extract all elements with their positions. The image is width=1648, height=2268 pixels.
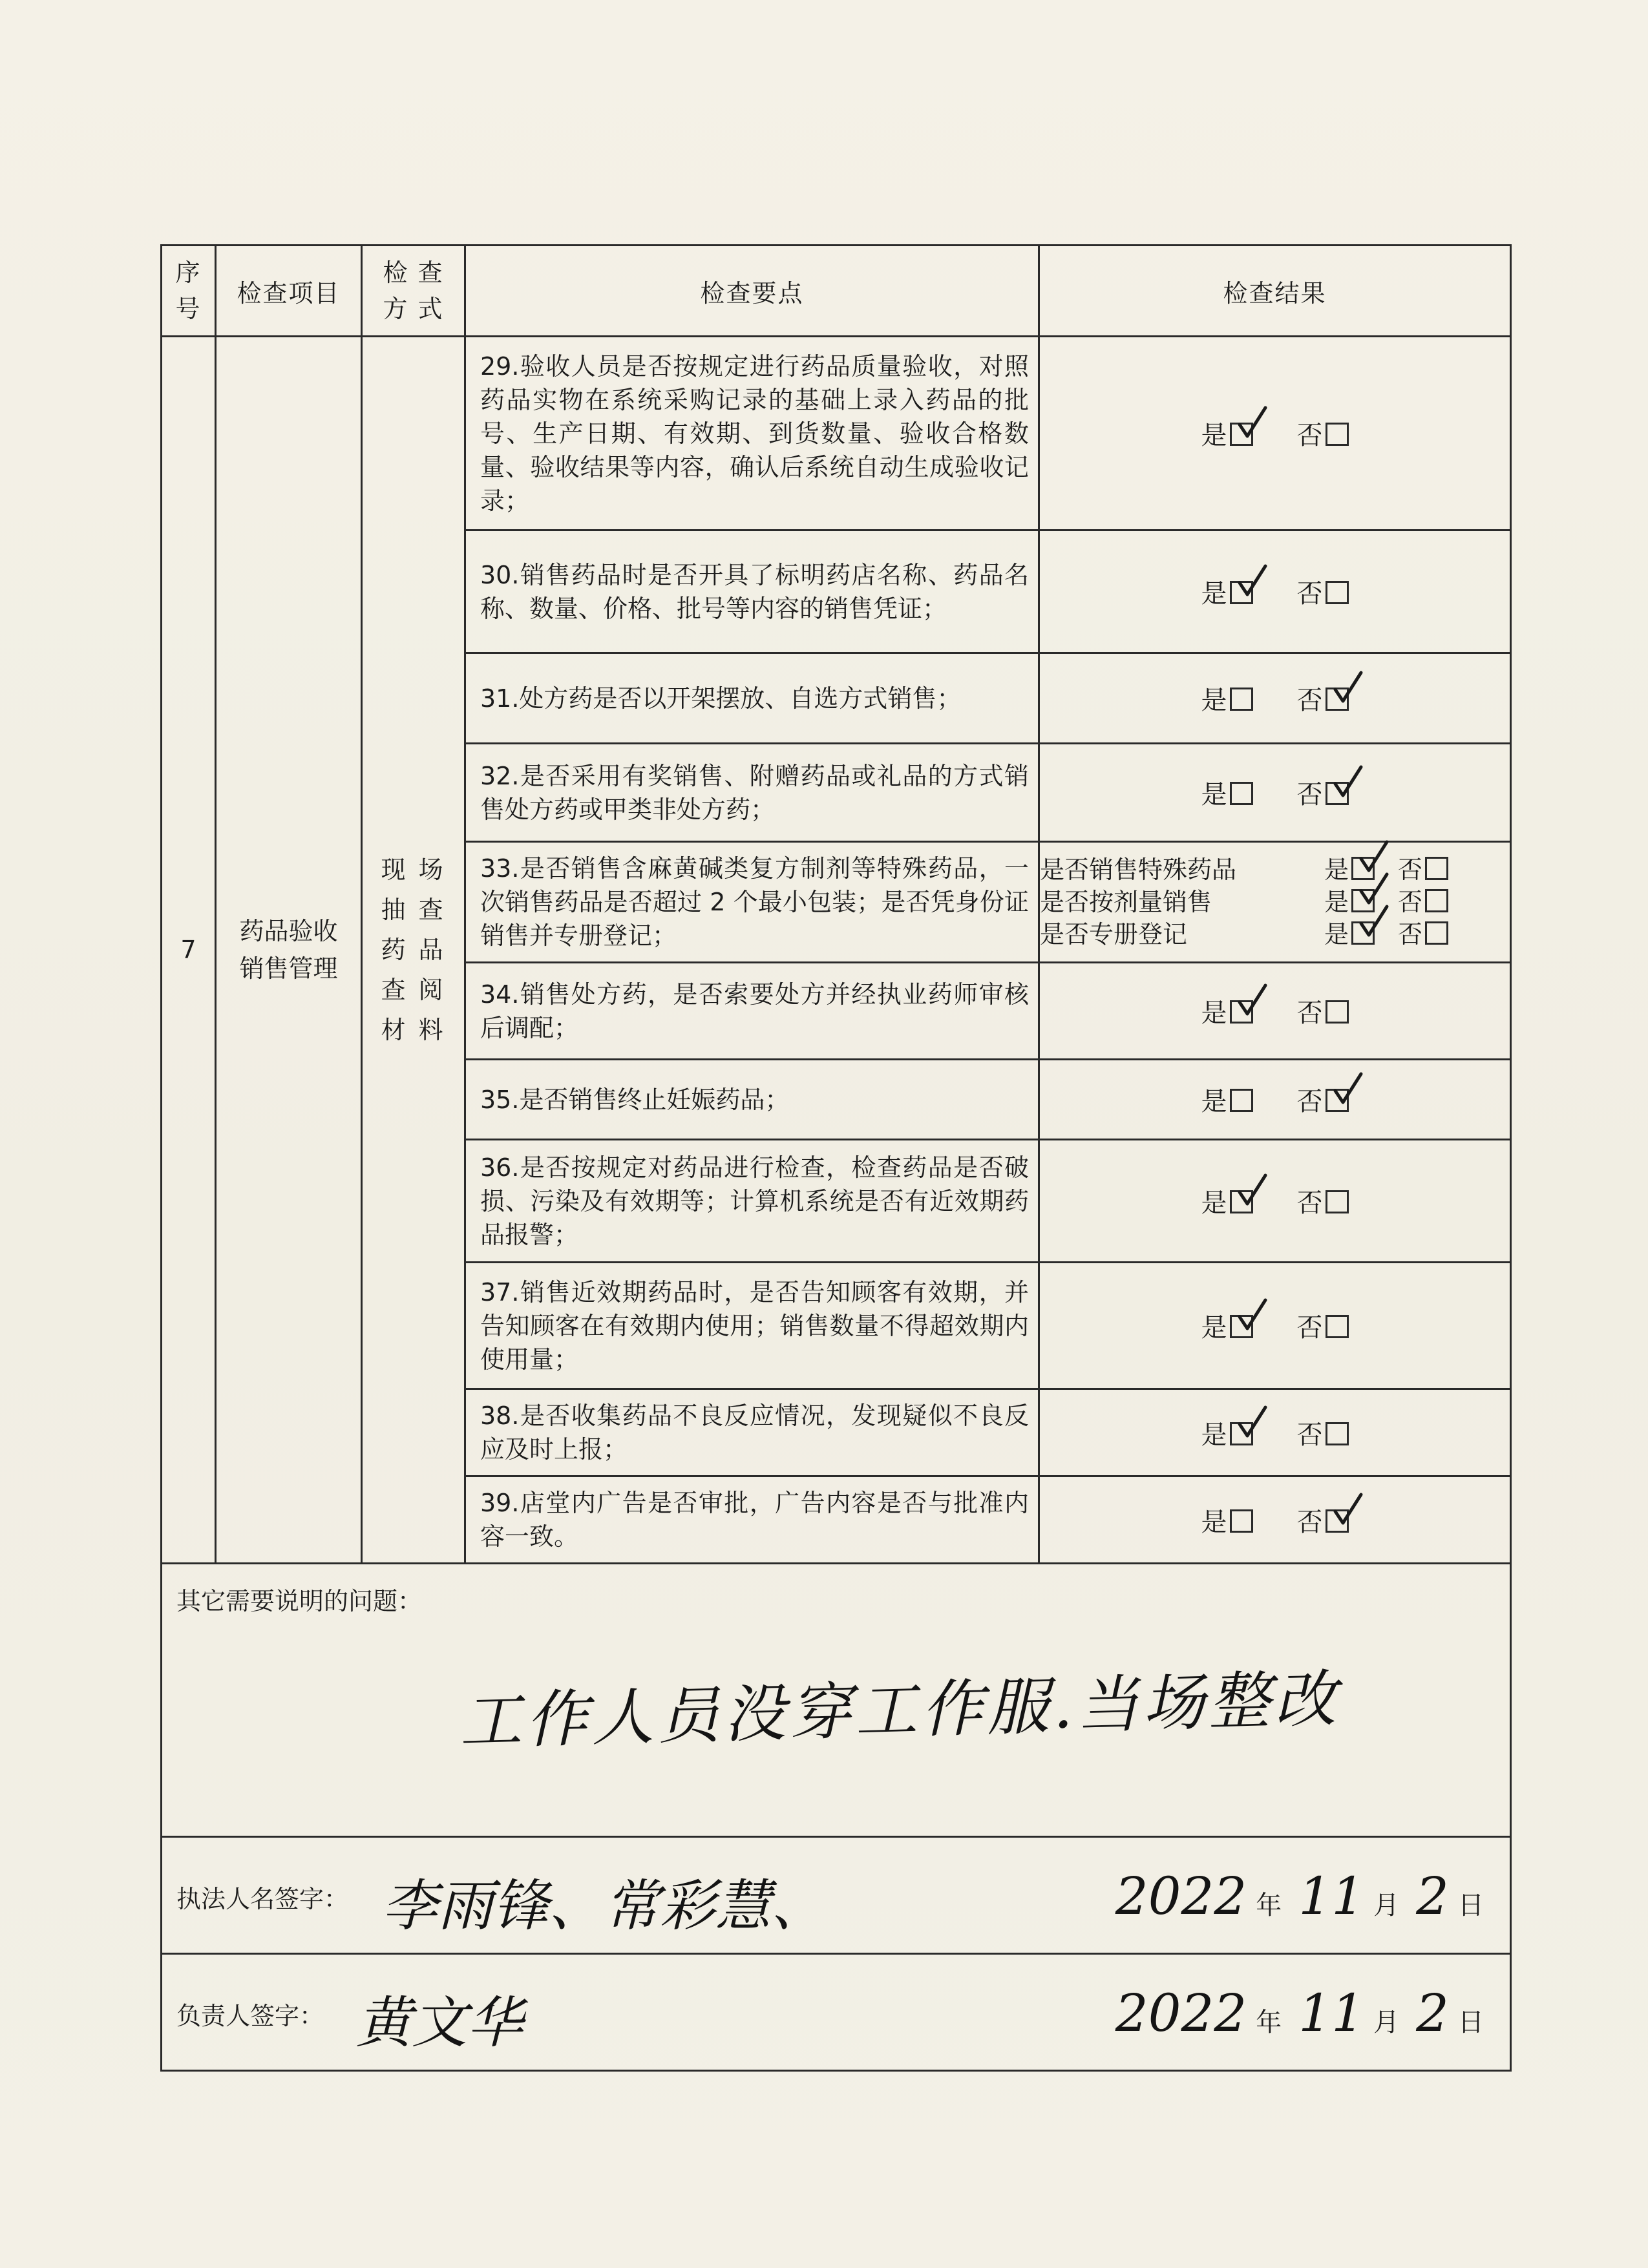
check-point-text: 32.是否采用有奖销售、附赠药品或礼品的方式销售处方药或甲类非处方药； xyxy=(465,744,1039,842)
yes-label: 是 xyxy=(1201,1313,1227,1343)
yes-checkbox[interactable] xyxy=(1230,1509,1253,1533)
checkmark-icon xyxy=(1236,1297,1268,1334)
responsible-month: 11 xyxy=(1298,1983,1365,2043)
responsible-month-unit: 月 xyxy=(1373,2008,1400,2037)
no-label: 否 xyxy=(1296,1313,1323,1343)
enforcer-date xyxy=(1115,1866,1484,1926)
sub-result-row xyxy=(1040,918,1510,950)
sub-result-row xyxy=(1040,886,1510,918)
check-point-text: 33.是否销售含麻黄碱类复方制剂等特殊药品，一次销售药品是否超过 2 个最小包装；是否凭身份证销售并专册登记； xyxy=(465,842,1039,963)
check-point-text: 34.销售处方药，是否索要处方并经执业药师审核后调配； xyxy=(465,963,1039,1060)
yes-checkbox[interactable] xyxy=(1230,1422,1253,1445)
check-result xyxy=(1039,842,1511,963)
checklist-row xyxy=(162,337,1511,530)
yes-option[interactable] xyxy=(1201,992,1253,1029)
check-result xyxy=(1039,1140,1511,1263)
checkmark-icon xyxy=(1236,983,1268,1019)
no-checkbox[interactable] xyxy=(1326,782,1349,805)
yes-label: 是 xyxy=(1201,579,1227,609)
no-checkbox[interactable] xyxy=(1326,1422,1349,1445)
check-result xyxy=(1039,1263,1511,1389)
yes-option[interactable] xyxy=(1201,1307,1253,1344)
section-item: 药品验收销售管理 xyxy=(216,337,362,1564)
yes-label: 是 xyxy=(1201,998,1227,1028)
no-checkbox[interactable] xyxy=(1326,688,1349,711)
checkmark-icon xyxy=(1236,563,1268,600)
yes-label: 是 xyxy=(1201,1420,1227,1450)
check-point-text: 37.销售近效期药品时，是否告知顾客有效期，并告知顾客在有效期内使用；销售数量不得超效期内使用量； xyxy=(465,1263,1039,1389)
yes-option[interactable] xyxy=(1201,680,1253,717)
sub-result-label: 是否专册登记 xyxy=(1040,920,1188,949)
inspection-form-table xyxy=(160,244,1512,2072)
no-option[interactable] xyxy=(1398,886,1448,918)
no-option[interactable] xyxy=(1297,1502,1349,1538)
check-point-text: 30.销售药品时是否开具了标明药店名称、药品名称、数量、价格、批号等内容的销售凭证； xyxy=(465,530,1039,653)
yes-checkbox[interactable] xyxy=(1351,921,1375,945)
enforcer-day: 2 xyxy=(1416,1866,1449,1926)
checkmark-icon xyxy=(1357,839,1389,876)
no-checkbox[interactable] xyxy=(1326,1190,1349,1213)
responsible-year-unit: 年 xyxy=(1256,2008,1282,2037)
sub-result-row xyxy=(1040,854,1510,886)
yes-option[interactable] xyxy=(1201,1502,1253,1538)
yes-option[interactable] xyxy=(1201,1081,1253,1118)
yes-option[interactable] xyxy=(1201,774,1253,811)
responsible-year: 2022 xyxy=(1115,1983,1247,2043)
yes-checkbox[interactable] xyxy=(1230,1315,1253,1338)
yes-label: 是 xyxy=(1201,780,1227,810)
no-label: 否 xyxy=(1296,1188,1323,1218)
section-number: 7 xyxy=(162,337,216,1564)
no-label: 否 xyxy=(1296,1087,1323,1117)
enforcer-day-unit: 日 xyxy=(1458,1891,1484,1920)
yes-checkbox[interactable] xyxy=(1230,688,1253,711)
no-label: 否 xyxy=(1398,888,1423,916)
no-option[interactable] xyxy=(1297,680,1349,717)
responsible-row xyxy=(162,1954,1511,2071)
no-label: 否 xyxy=(1296,998,1323,1028)
check-result xyxy=(1039,653,1511,744)
no-checkbox[interactable] xyxy=(1326,1315,1349,1338)
checkmark-icon xyxy=(1331,764,1364,801)
check-point-text: 36.是否按规定对药品进行检查，检查药品是否破损、污染及有效期等；计算机系统是否有近效期药品报警； xyxy=(465,1140,1039,1263)
no-label: 否 xyxy=(1296,579,1323,609)
check-point-text: 35.是否销售终止妊娠药品； xyxy=(465,1060,1039,1140)
check-result xyxy=(1039,1060,1511,1140)
check-result xyxy=(1039,337,1511,530)
no-label: 否 xyxy=(1296,780,1323,810)
yes-checkbox[interactable] xyxy=(1230,1089,1253,1112)
yes-label: 是 xyxy=(1324,856,1349,884)
check-point-text: 38.是否收集药品不良反应情况，发现疑似不良反应及时上报； xyxy=(465,1389,1039,1476)
no-option[interactable] xyxy=(1297,992,1349,1029)
yes-label: 是 xyxy=(1201,1507,1227,1537)
notes-cell xyxy=(162,1564,1511,1837)
enforcer-year-unit: 年 xyxy=(1256,1891,1282,1920)
no-label: 否 xyxy=(1398,856,1423,884)
enforcer-cell xyxy=(162,1837,1511,1954)
no-option[interactable] xyxy=(1297,1414,1349,1451)
no-option[interactable] xyxy=(1297,1081,1349,1118)
checkmark-icon xyxy=(1357,872,1389,908)
yes-checkbox[interactable] xyxy=(1230,423,1253,446)
no-checkbox[interactable] xyxy=(1425,921,1448,945)
checklist-body xyxy=(162,337,1511,1564)
checkmark-icon xyxy=(1357,904,1389,940)
header-result: 检查结果 xyxy=(1039,246,1511,337)
checkmark-icon xyxy=(1236,1173,1268,1209)
header-method: 检 查 方 式 xyxy=(362,246,465,337)
notes-handwritten: 工作人员没穿工作服.当场整改 xyxy=(458,1663,1341,1758)
no-option[interactable] xyxy=(1297,1182,1349,1219)
checkmark-icon xyxy=(1331,1071,1364,1108)
no-label: 否 xyxy=(1296,686,1323,715)
no-option[interactable] xyxy=(1297,1307,1349,1344)
checkmark-icon xyxy=(1331,1492,1364,1528)
yes-checkbox[interactable] xyxy=(1230,581,1253,604)
no-option[interactable] xyxy=(1297,774,1349,811)
responsible-date xyxy=(1115,1983,1484,2043)
checkmark-icon xyxy=(1236,405,1268,441)
no-label: 否 xyxy=(1296,1507,1323,1537)
header-points: 检查要点 xyxy=(465,246,1039,337)
check-result xyxy=(1039,1389,1511,1476)
yes-label: 是 xyxy=(1201,421,1227,450)
no-checkbox[interactable] xyxy=(1326,423,1349,446)
no-option[interactable] xyxy=(1398,918,1448,950)
yes-option[interactable] xyxy=(1201,573,1253,610)
yes-option[interactable] xyxy=(1201,1414,1253,1451)
no-option[interactable] xyxy=(1398,854,1448,886)
enforcer-signature: 李雨锋、常彩慧、 xyxy=(382,1874,827,1938)
yes-option[interactable] xyxy=(1201,415,1253,452)
no-label: 否 xyxy=(1296,421,1323,450)
responsible-label: 负责人签字： xyxy=(176,2002,324,2030)
yes-label: 是 xyxy=(1324,888,1349,916)
enforcer-row xyxy=(162,1837,1511,1954)
enforcer-label: 执法人名签字： xyxy=(176,1885,349,1913)
sub-result-label: 是否按剂量销售 xyxy=(1040,888,1212,916)
yes-checkbox[interactable] xyxy=(1230,782,1253,805)
checkmark-icon xyxy=(1331,670,1364,706)
no-option[interactable] xyxy=(1297,415,1349,452)
no-checkbox[interactable] xyxy=(1326,1089,1349,1112)
check-point-text: 31.处方药是否以开架摆放、自选方式销售； xyxy=(465,653,1039,744)
sub-result-label: 是否销售特殊药品 xyxy=(1040,856,1237,884)
check-result xyxy=(1039,530,1511,653)
yes-checkbox[interactable] xyxy=(1230,1190,1253,1213)
responsible-day-unit: 日 xyxy=(1458,2008,1484,2037)
enforcer-month-unit: 月 xyxy=(1373,1891,1400,1920)
no-checkbox[interactable] xyxy=(1326,581,1349,604)
check-point-text: 29.验收人员是否按规定进行药品质量验收，对照药品实物在系统采购记录的基础上录入药品的批号、生产日期、有效期、到货数量、验收合格数量、验收结果等内容，确认后系统自动生成验收记录； xyxy=(465,337,1039,530)
no-checkbox[interactable] xyxy=(1326,1000,1349,1024)
yes-option[interactable] xyxy=(1324,918,1375,950)
check-point-text: 39.店堂内广告是否审批，广告内容是否与批准内容一致。 xyxy=(465,1476,1039,1564)
check-result xyxy=(1039,963,1511,1060)
notes-label: 其它需要说明的问题： xyxy=(176,1587,423,1615)
checkmark-icon xyxy=(1236,1405,1268,1441)
yes-checkbox[interactable] xyxy=(1230,1000,1253,1024)
yes-label: 是 xyxy=(1324,920,1349,949)
no-label: 否 xyxy=(1398,920,1423,949)
header-seq: 序号 xyxy=(162,246,216,337)
responsible-day: 2 xyxy=(1416,1983,1449,2043)
check-result xyxy=(1039,744,1511,842)
no-option[interactable] xyxy=(1297,573,1349,610)
enforcer-month: 11 xyxy=(1298,1866,1365,1926)
header-row xyxy=(162,246,1511,337)
no-label: 否 xyxy=(1296,1420,1323,1450)
check-result xyxy=(1039,1476,1511,1564)
responsible-cell xyxy=(162,1954,1511,2071)
no-checkbox[interactable] xyxy=(1425,889,1448,912)
yes-label: 是 xyxy=(1201,1188,1227,1218)
yes-label: 是 xyxy=(1201,1087,1227,1117)
no-checkbox[interactable] xyxy=(1326,1509,1349,1533)
responsible-signature: 黄文华 xyxy=(356,1991,523,2055)
notes-row xyxy=(162,1564,1511,1837)
yes-label: 是 xyxy=(1201,686,1227,715)
yes-option[interactable] xyxy=(1201,1182,1253,1219)
enforcer-year: 2022 xyxy=(1115,1866,1247,1926)
header-item: 检查项目 xyxy=(216,246,362,337)
section-method: 现 场 抽 查 药 品 查 阅 材 料 xyxy=(362,337,465,1564)
no-checkbox[interactable] xyxy=(1425,857,1448,880)
